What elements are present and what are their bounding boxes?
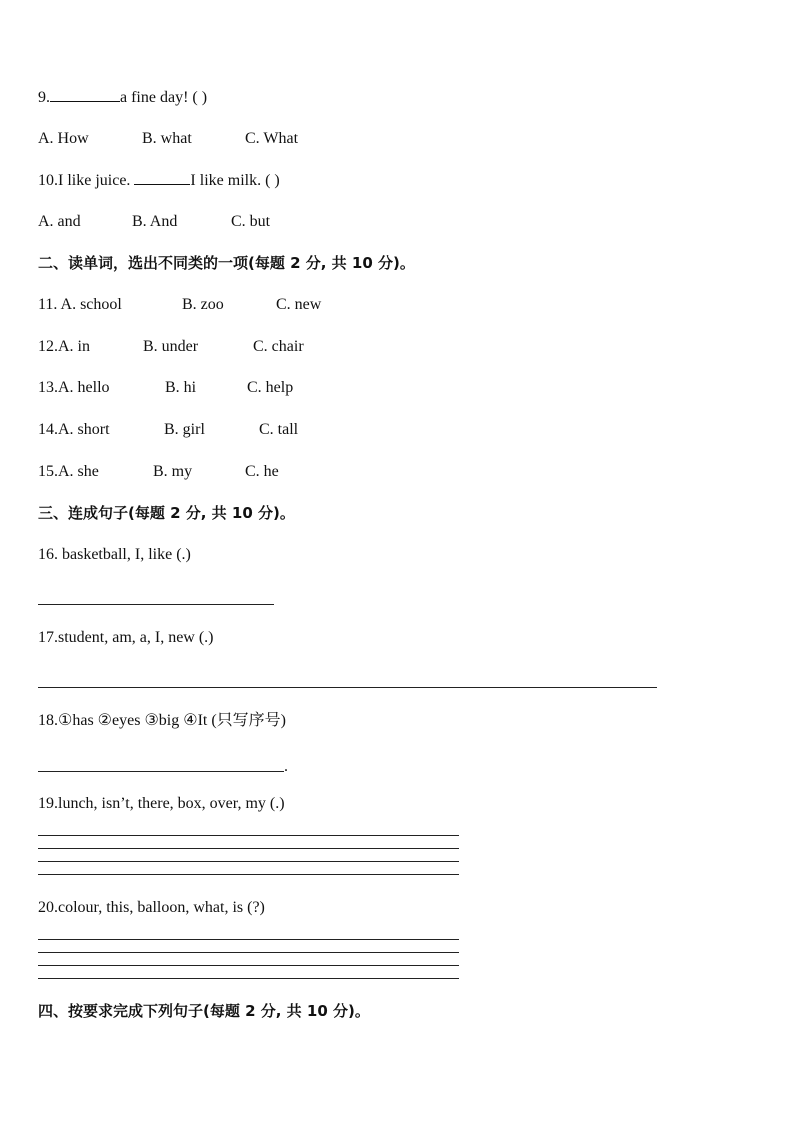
answer-line[interactable] bbox=[38, 687, 657, 688]
question-14: 14.A. short bbox=[38, 421, 110, 438]
writing-line[interactable] bbox=[38, 861, 459, 862]
question-17: 17.student, am, a, I, new (.) bbox=[38, 629, 214, 646]
writing-line[interactable] bbox=[38, 835, 459, 836]
question-9-text: a fine day! ( ) bbox=[120, 89, 208, 106]
option-b: B. And bbox=[132, 213, 178, 230]
option-b: B. under bbox=[143, 338, 199, 355]
option-b: B. hi bbox=[165, 379, 197, 396]
option-c: C. help bbox=[247, 379, 294, 396]
option-c: C. What bbox=[245, 130, 299, 147]
option-c: C. tall bbox=[259, 421, 299, 438]
writing-line[interactable] bbox=[38, 848, 459, 849]
question-10-text-2: I like milk. ( ) bbox=[190, 172, 280, 189]
option-c: C. new bbox=[276, 296, 322, 313]
answer-blank[interactable] bbox=[50, 87, 120, 102]
answer-blank[interactable] bbox=[134, 170, 190, 185]
question-13: 13.A. hello bbox=[38, 379, 110, 396]
question-16: 16. basketball, I, like (.) bbox=[38, 546, 191, 563]
sentence-period: . bbox=[284, 758, 288, 775]
answer-line[interactable] bbox=[38, 604, 274, 605]
writing-line[interactable] bbox=[38, 952, 459, 953]
option-a: A. and bbox=[38, 213, 81, 230]
section-heading-2: 二、读单词，选出不同类的一项(每题 2 分, 共 10 分)。 bbox=[38, 254, 415, 272]
section-heading-4: 四、按要求完成下列句子(每题 2 分, 共 10 分)。 bbox=[38, 1002, 370, 1020]
question-10 bbox=[38, 170, 280, 191]
question-9-number: 9. bbox=[38, 89, 50, 106]
option-c: C. he bbox=[245, 463, 279, 480]
option-c: C. but bbox=[231, 213, 271, 230]
question-18: 18.①has ②eyes ③big ④It (只写序号) bbox=[38, 712, 287, 729]
question-10-text-1: 10.I like juice. bbox=[38, 172, 135, 189]
question-11: 11. A. school bbox=[38, 296, 122, 313]
writing-line[interactable] bbox=[38, 965, 459, 966]
option-b: B. what bbox=[142, 130, 192, 147]
writing-line[interactable] bbox=[38, 978, 459, 979]
writing-line[interactable] bbox=[38, 939, 459, 940]
question-20: 20.colour, this, balloon, what, is (?) bbox=[38, 899, 265, 916]
question-12: 12.A. in bbox=[38, 338, 90, 355]
section-heading-3: 三、连成句子(每题 2 分, 共 10 分)。 bbox=[38, 504, 295, 522]
option-c: C. chair bbox=[253, 338, 304, 355]
question-19: 19.lunch, isn’t, there, box, over, my (.) bbox=[38, 795, 285, 812]
option-a: A. How bbox=[38, 130, 89, 147]
answer-line[interactable] bbox=[38, 771, 284, 772]
question-15: 15.A. she bbox=[38, 463, 99, 480]
question-9 bbox=[38, 87, 207, 108]
option-b: B. my bbox=[153, 463, 193, 480]
option-b: B. girl bbox=[164, 421, 205, 438]
option-b: B. zoo bbox=[182, 296, 224, 313]
writing-line[interactable] bbox=[38, 874, 459, 875]
